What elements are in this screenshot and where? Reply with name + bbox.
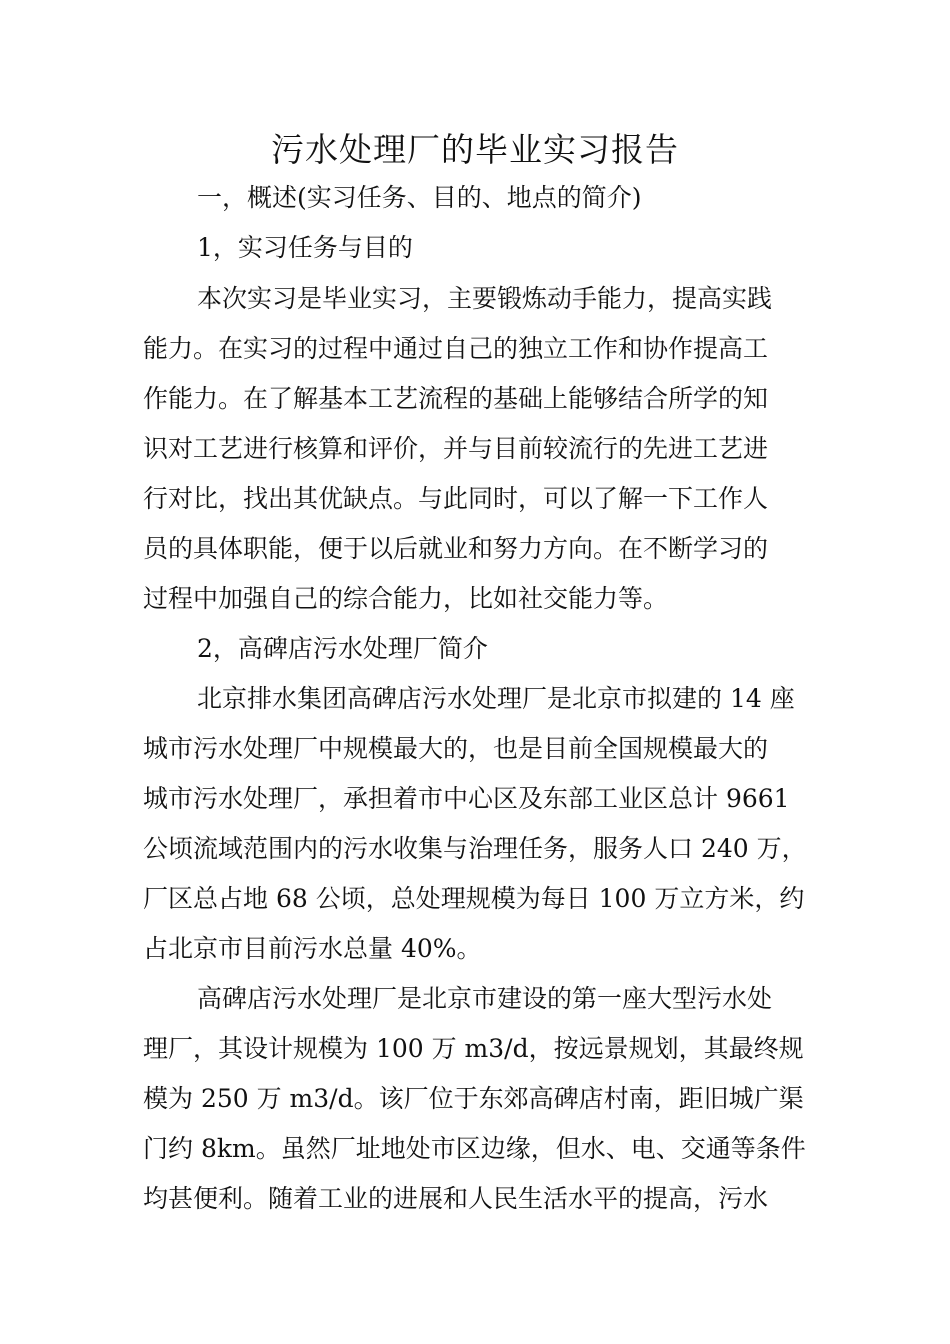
paragraph-line: 行对比，找出其优缺点。与此同时，可以了解一下工作人 (143, 484, 769, 513)
paragraph-line: 识对工艺进行核算和评价，并与目前较流行的先进工艺进 (143, 434, 769, 463)
paragraph-line: 占北京市目前污水总量 40%。 (143, 934, 482, 963)
subheading-plant-intro: 2，高碑店污水处理厂简介 (197, 634, 488, 663)
paragraph-line: 公顷流域范围内的污水收集与治理任务，服务人口 240 万， (143, 834, 807, 863)
paragraph-line: 模为 250 万 m3/d。该厂位于东郊高碑店村南，距旧城广渠 (143, 1084, 804, 1113)
paragraph-line: 高碑店污水处理厂是北京市建设的第一座大型污水处 (197, 984, 773, 1013)
paragraph-line: 理厂，其设计规模为 100 万 m3/d，按远景规划，其最终规 (143, 1034, 804, 1063)
paragraph-line: 厂区总占地 68 公顷，总处理规模为每日 100 万立方米，约 (143, 884, 805, 913)
paragraph-line: 均甚便利。随着工业的进展和人民生活水平的提高，污水 (143, 1184, 769, 1213)
paragraph-line: 城市污水处理厂，承担着市中心区及东部工业区总计 9661 (143, 784, 790, 813)
paragraph-line: 能力。在实习的过程中通过自己的独立工作和协作提高工 (143, 334, 769, 363)
paragraph-line: 门约 8km。虽然厂址地处市区边缘，但水、电、交通等条件 (143, 1134, 806, 1163)
paragraph-line: 北京排水集团高碑店污水处理厂是北京市拟建的 14 座 (197, 684, 795, 713)
paragraph-line: 过程中加强自己的综合能力，比如社交能力等。 (143, 584, 669, 613)
section-heading: 一，概述(实习任务、目的、地点的简介) (197, 183, 642, 212)
document-title: 污水处理厂的毕业实习报告 (271, 130, 679, 169)
paragraph-line: 城市污水处理厂中规模最大的，也是目前全国规模最大的 (143, 734, 769, 763)
paragraph-line: 本次实习是毕业实习，主要锻炼动手能力，提高实践 (197, 284, 773, 313)
paragraph-line: 作能力。在了解基本工艺流程的基础上能够结合所学的知 (143, 384, 769, 413)
subheading-task-purpose: 1，实习任务与目的 (197, 233, 413, 262)
paragraph-line: 员的具体职能，便于以后就业和努力方向。在不断学习的 (143, 534, 769, 563)
